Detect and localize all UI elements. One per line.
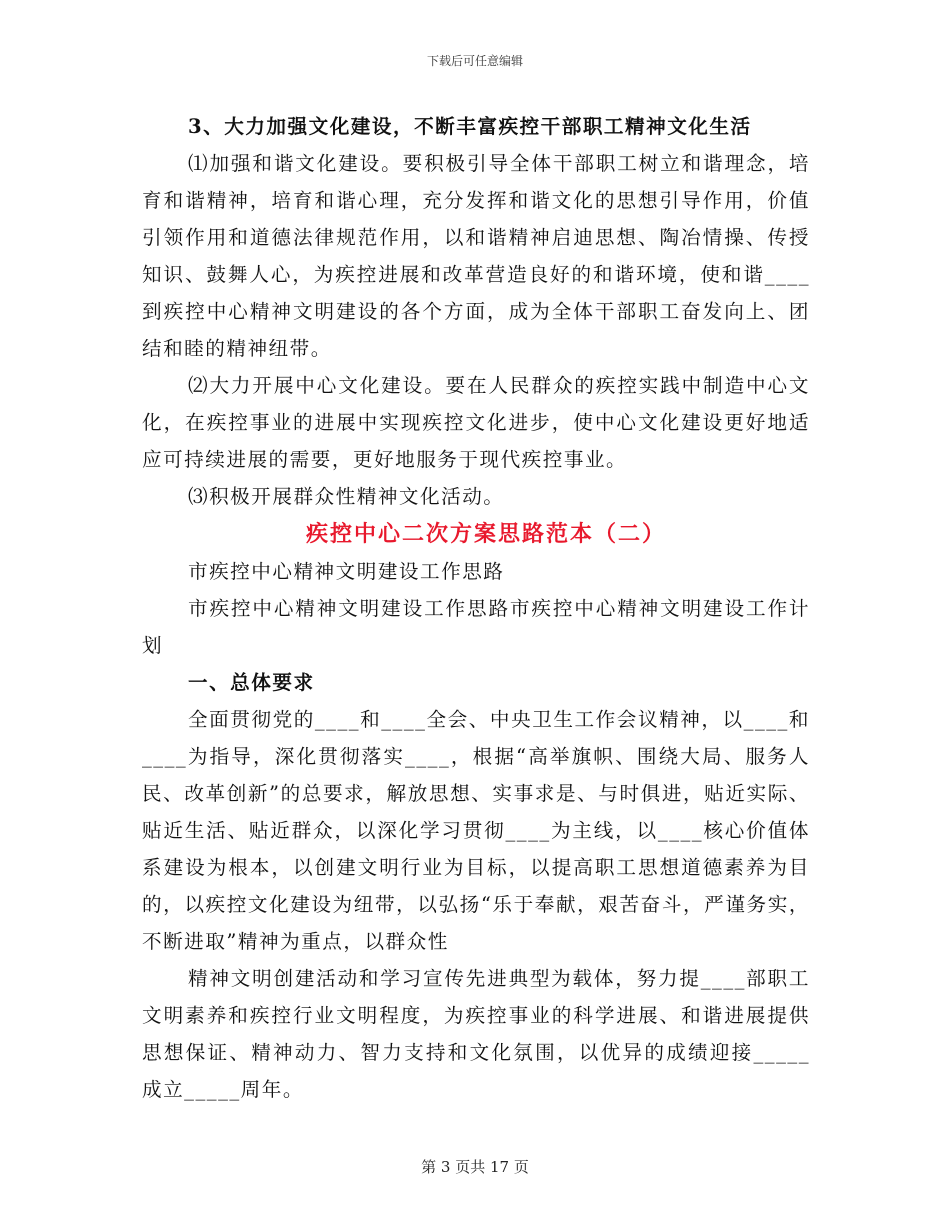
- paragraph-1: 全面贯彻党的____和____全会、中央卫生工作会议精神，以____和____为指导，深化贯彻落实____，根据“高举旗帜、围绕大局、服务人民、改革创新”的总要求，解放思想、实事求是、与时俱进，贴近实际、贴近生活、贴近群众，以深化学习贯彻____为主线，以____核心价值体系建设为根本，以创建文明行业为目标，以提高职工思想道德素养为目的，以疾控文化建设为纽带，以弘扬“乐于奉献，艰苦奋斗，严谨务实，不断进取”精神为重点，以群众性: [142, 708, 810, 953]
- subtitle-1: 市疾控中心精神文明建设工作思路: [188, 560, 505, 583]
- section-heading: 3、大力加强文化建设，不断丰富疾控干部职工精神文化生活: [188, 115, 752, 138]
- paragraph-item-3: ⑶积极开展群众性精神文化活动。: [188, 485, 505, 508]
- document-body: [142, 108, 810, 1108]
- document-title: 疾控中心二次方案思路范本（二）: [305, 521, 666, 547]
- paragraph-2: 精神文明创建活动和学习宣传先进典型为载体，努力提____部职工文明素养和疾控行业文明程度，为疾控事业的科学进展、和谐进展提供思想保证、精神动力、智力支持和文化氛围，以优异的成绩迎接_____成立_____周年。: [142, 967, 810, 1101]
- paragraph-item-1: ⑴加强和谐文化建设。要积极引导全体干部职工树立和谐理念，培育和谐精神，培育和谐心理，充分发挥和谐文化的思想引导作用，价值引领作用和道德法律规范作用，以和谐精神启迪思想、陶冶情操、传授知识、鼓舞人心，为疾控进展和改革营造良好的和谐环境，使和谐____到疾控中心精神文明建设的各个方面，成为全体干部职工奋发向上、团结和睦的精神纽带。: [142, 152, 810, 360]
- heading-general-requirements: 一、总体要求: [188, 671, 315, 694]
- page-footer: 第 3 页共 17 页: [421, 1158, 529, 1176]
- page-header: 下载后可任意编辑: [426, 54, 523, 68]
- subtitle-2: 市疾控中心精神文明建设工作思路市疾控中心精神文明建设工作计划: [142, 597, 810, 657]
- paragraph-item-2: ⑵大力开展中心文化建设。要在人民群众的疾控实践中制造中心文化，在疾控事业的进展中实现疾控文化进步，使中心文化建设更好地适应可持续进展的需要，更好地服务于现代疾控事业。: [142, 374, 810, 471]
